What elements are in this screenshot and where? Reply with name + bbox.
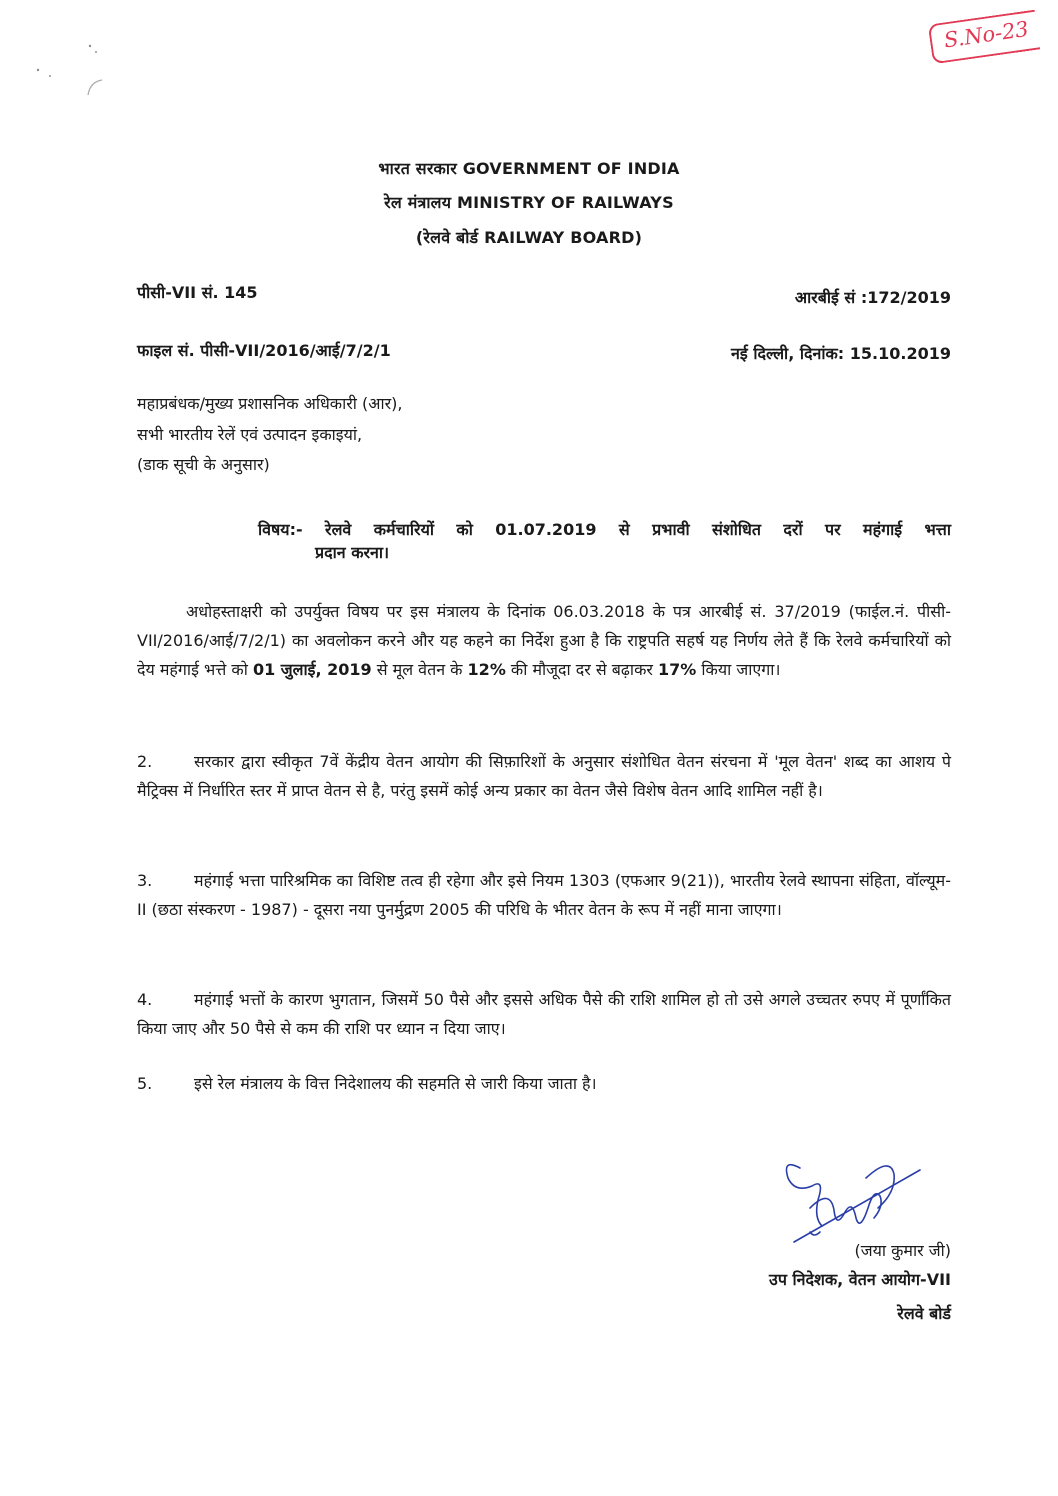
paragraph-1-text-a: अधोहस्ताक्षरी को उपर्युक्त विषय पर इस मंत्रालय के दिनांक 06.03.2018 के पत्र आरबीई सं. 37/2019 (फाईल.नं. पीसी-VII/2016/आई/7/2/1) का अवलोकन करने और यह कहने का निर्देश हुआ है कि राष्ट्रपति सहर्ष यह निर्णय लेते हैं कि रेलवे कर्मचारियों को देय महंगाई भत्ते को (137, 602, 951, 679)
file-number: फाइल सं. पीसी-VII/2016/आई/7/2/1 (137, 341, 391, 360)
paragraph-1 (137, 597, 951, 684)
subject-line-1: विषय:- रेलवे कर्मचारियों को 01.07.2019 से प्रभावी संशोधित दरों पर महंगाई भत्ता (258, 520, 951, 539)
paragraph-1-text-e: की मौजूदा दर से बढ़ाकर (505, 660, 658, 679)
paragraph-5-number: 5. (137, 1074, 153, 1093)
paragraph-3-number: 3. (137, 871, 153, 890)
addressee-line-1: महाप्रबंधक/मुख्य प्रशासनिक अधिकारी (आर), (137, 394, 403, 413)
paragraph-1-text-c: से मूल वेतन के (371, 660, 468, 679)
pc-number: पीसी-VII सं. 145 (137, 283, 258, 302)
paragraph-4-number: 4. (137, 990, 153, 1009)
paragraph-2-number: 2. (137, 752, 153, 771)
paragraph-5-text: इसे रेल मंत्रालय के वित्त निदेशालय की सहमति से जारी किया जाता है। (194, 1074, 597, 1093)
paragraph-3-text: महंगाई भत्ता पारिश्रमिक का विशिष्ट तत्व ही रहेगा और इसे नियम 1303 (एफआर 9(21)), भारतीय रेलवे स्थापना संहिता, वॉल्यूम-II (छठा संस्करण - 1987) - दूसरा नया पुनर्मुद्रण 2005 की परिधि के भीतर वेतन के रूप में नहीं माना जाएगा। (137, 871, 951, 919)
addressee-line-2: सभी भारतीय रेलें एवं उत्पादन इकाइयां, (137, 425, 363, 444)
paragraph-5 (137, 1069, 951, 1098)
paragraph-3 (137, 866, 951, 924)
paragraph-2-text: सरकार द्वारा स्वीकृत 7वें केंद्रीय वेतन आयोग की सिफ़ारिशों के अनुसार संशोधित वेतन संरचना में 'मूल वेतन' शब्द का आशय पे मैट्रिक्स में निर्धारित स्तर में प्राप्त वेतन से है, परंतु इसमें कोई अन्य प्रकार का वेतन जैसे विशेष वेतन आदि शामिल नहीं है। (137, 752, 951, 800)
signatory-name: (जया कुमार जी) (854, 1241, 951, 1260)
paragraph-2 (137, 747, 951, 805)
paragraph-4 (137, 985, 951, 1043)
signatory-designation: उप निदेशक, वेतन आयोग-VII (769, 1270, 951, 1289)
revised-rate: 17% (658, 660, 697, 679)
current-rate: 12% (467, 660, 506, 679)
addressee-line-3: (डाक सूची के अनुसार) (137, 455, 270, 474)
header-ministry: रेल मंत्रालय MINISTRY OF RAILWAYS (384, 193, 674, 212)
scan-specks (30, 40, 110, 100)
paragraph-1-text-g: किया जाएगा। (696, 660, 781, 679)
rbe-number: आरबीई सं :172/2019 (794, 288, 951, 307)
header-board: (रेलवे बोर्ड RAILWAY BOARD) (415, 228, 643, 247)
effective-date: 01 जुलाई, 2019 (252, 660, 372, 679)
header-government: भारत सरकार GOVERNMENT OF INDIA (378, 159, 680, 178)
signatory-office: रेलवे बोर्ड (897, 1304, 951, 1323)
subject-line-2: प्रदान करना। (315, 543, 390, 562)
paragraph-4-text: महंगाई भत्तों के कारण भुगतान, जिसमें 50 पैसे और इससे अधिक पैसे की राशि शामिल हो तो उसे अगले उच्चतर रुपए में पूर्णांकित किया जाए और 50 पैसे से कम की राशि पर ध्यान न दिया जाए। (137, 990, 951, 1038)
serial-number-text: S.No-23 (942, 16, 1031, 53)
place-date: नई दिल्ली, दिनांक: 15.10.2019 (731, 344, 951, 363)
serial-number-annotation (928, 10, 1041, 65)
